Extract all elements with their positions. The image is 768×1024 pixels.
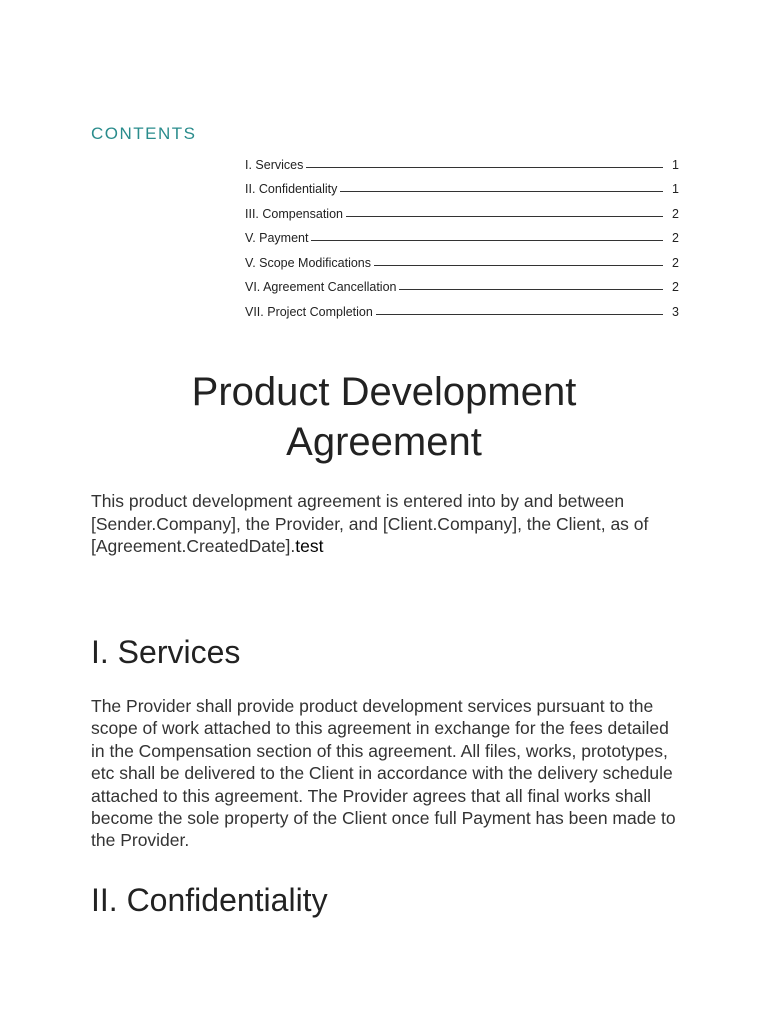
toc-entry-services[interactable] (245, 147, 679, 172)
toc-leader-line (374, 265, 663, 266)
document-title-line1: Product Development (191, 370, 577, 414)
toc-page-number: 2 (672, 255, 679, 270)
section-heading-confidentiality: II. Confidentiality (91, 882, 328, 918)
toc-entry-compensation[interactable] (245, 196, 679, 221)
document-title-line2: Agreement (286, 420, 482, 464)
section-heading-services: I. Services (91, 634, 241, 670)
intro-text: This product development agreement is entered into by and between [Sender.Company], the Provider, and [Client.Company], the Client, as of [Agreement.CreatedDate]. (91, 491, 649, 556)
toc-page-number: 3 (672, 304, 679, 319)
document-title (0, 367, 768, 467)
toc-leader-line (306, 167, 663, 168)
section-body-services: The Provider shall provide product development services pursuant to the scope of work attached to this agreement in exchange for the fees detailed in the Compensation section of this agreement. All files, works, prototypes, etc shall be delivered to the Client in accordance with the delivery schedule attached to this agreement. The Provider agrees that all final works shall become the sole property of the Client once full Payment has been made to the Provider. (91, 696, 676, 851)
toc-entry-agreement-cancellation[interactable] (245, 270, 679, 295)
toc-entry-label: I. Services (245, 157, 304, 172)
toc-leader-line (311, 240, 663, 241)
toc-entry-label: III. Compensation (245, 206, 343, 221)
toc-leader-line (340, 191, 663, 192)
toc-page-number: 1 (672, 182, 679, 196)
toc-entry-project-completion[interactable] (245, 294, 679, 319)
toc-entry-label: VII. Project Completion (245, 304, 373, 319)
toc-page-number: 2 (672, 231, 679, 245)
toc-entry-label: V. Scope Modifications (245, 255, 372, 270)
toc-page-number: 2 (672, 280, 679, 294)
toc-page-number: 1 (672, 157, 679, 172)
toc-page-number: 2 (672, 206, 679, 221)
toc-entry-scope-modifications[interactable] (245, 245, 679, 270)
toc-entry-label: V. Payment (245, 231, 309, 245)
table-of-contents (245, 147, 679, 319)
intro-paragraph (91, 490, 691, 558)
toc-leader-line (376, 314, 663, 315)
intro-suffix: test (295, 536, 324, 556)
contents-heading: CONTENTS (91, 124, 197, 143)
toc-entry-label: II. Confidentiality (245, 182, 338, 196)
toc-entry-confidentiality[interactable] (245, 172, 679, 197)
toc-entry-payment[interactable] (245, 221, 679, 246)
toc-leader-line (346, 216, 663, 217)
toc-leader-line (399, 289, 663, 290)
toc-entry-label: VI. Agreement Cancellation (245, 280, 397, 294)
